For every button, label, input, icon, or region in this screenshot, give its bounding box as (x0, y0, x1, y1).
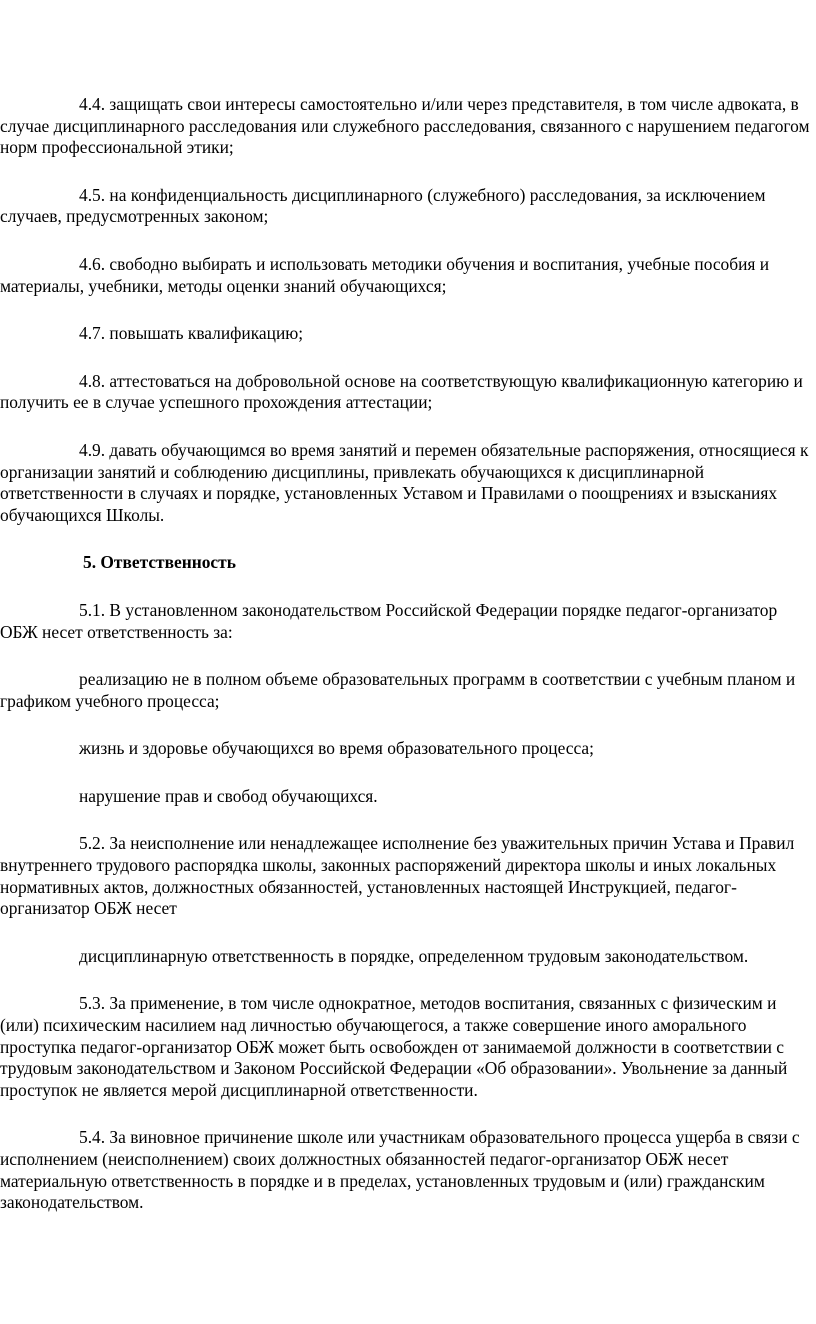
paragraph-4-5: 4.5. на конфиденциальность дисциплинарного (служебного) расследования, за исключением случаев, предусмотренных законом; (0, 184, 766, 227)
paragraph-5-4: 5.4. За виновное причинение школе или участникам образовательного процесса ущерба в связи с исполнением (неисполнением) своих должностных обязанностей педагог-организатор ОБЖ несет материальную ответственность в порядке и в пределах, установленных трудовым и (или) гражданским законодательством. (0, 1127, 800, 1213)
paragraph-4-4: 4.4. защищать свои интересы самостоятельно и/или через представителя, в том числе адвоката, в случае дисциплинарного расследования или служебного расследования, связанного с нарушением педагогом норм профессиональной этики; (0, 94, 810, 158)
paragraph-5-1: 5.1. В установленном законодательством Российской Федерации порядке педагог-организатор ОБЖ несет ответственность за: (0, 599, 778, 642)
paragraph-5-1-item-b: жизнь и здоровье обучающихся во время образовательного процесса; (79, 738, 594, 759)
paragraph-5-2: 5.2. За неисполнение или ненадлежащее исполнение без уважительных причин Устава и Правил внутреннего трудового распорядка школы, законных распоряжений директора школы и иных локальных нормативных актов, должностных обязанностей, установленных настоящей Инструкцией, педагог-организатор ОБЖ несет (0, 833, 795, 919)
section-heading-responsibility: 5. Ответственность (83, 552, 236, 573)
paragraph-4-9: 4.9. давать обучающимся во время занятий и перемен обязательные распоряжения, относящиеся к организации занятий и соблюдению дисциплины, привлекать обучающихся к дисциплинарной ответственности в случаях и порядке, установленных Уставом и Правилами о поощрениях и взысканиях обучающихся Школы. (0, 439, 809, 525)
paragraph-5-2-item-a: дисциплинарную ответственность в порядке, определенном трудовым законодательством. (79, 945, 749, 966)
paragraph-4-8: 4.8. аттестоваться на добровольной основе на соответствующую квалификационную категорию и получить ее в случае успешного прохождения аттестации; (0, 370, 803, 413)
paragraph-4-6: 4.6. свободно выбирать и использовать методики обучения и воспитания, учебные пособия и материалы, учебники, методы оценки знаний обучающихся; (0, 253, 770, 296)
paragraph-5-3: 5.3. За применение, в том числе однократное, методов воспитания, связанных с физическим и (или) психическим насилием над личностью обучающегося, а также совершение иного аморального проступка педагог-организатор ОБЖ может быть освобожден от занимаемой должности в соответствии с трудовым законодательством и Законом Российской Федерации «Об образовании». Увольнение за данный проступок не является мерой дисциплинарной ответственности. (0, 993, 788, 1100)
paragraph-5-1-item-a: реализацию не в полном объеме образовательных программ в соответствии с учебным планом и графиком учебного процесса; (0, 669, 796, 711)
paragraph-5-1-item-c: нарушение прав и свобод обучающихся. (79, 785, 378, 806)
paragraph-4-7: 4.7. повышать квалификацию; (79, 323, 304, 344)
document-page (0, 94, 816, 1240)
